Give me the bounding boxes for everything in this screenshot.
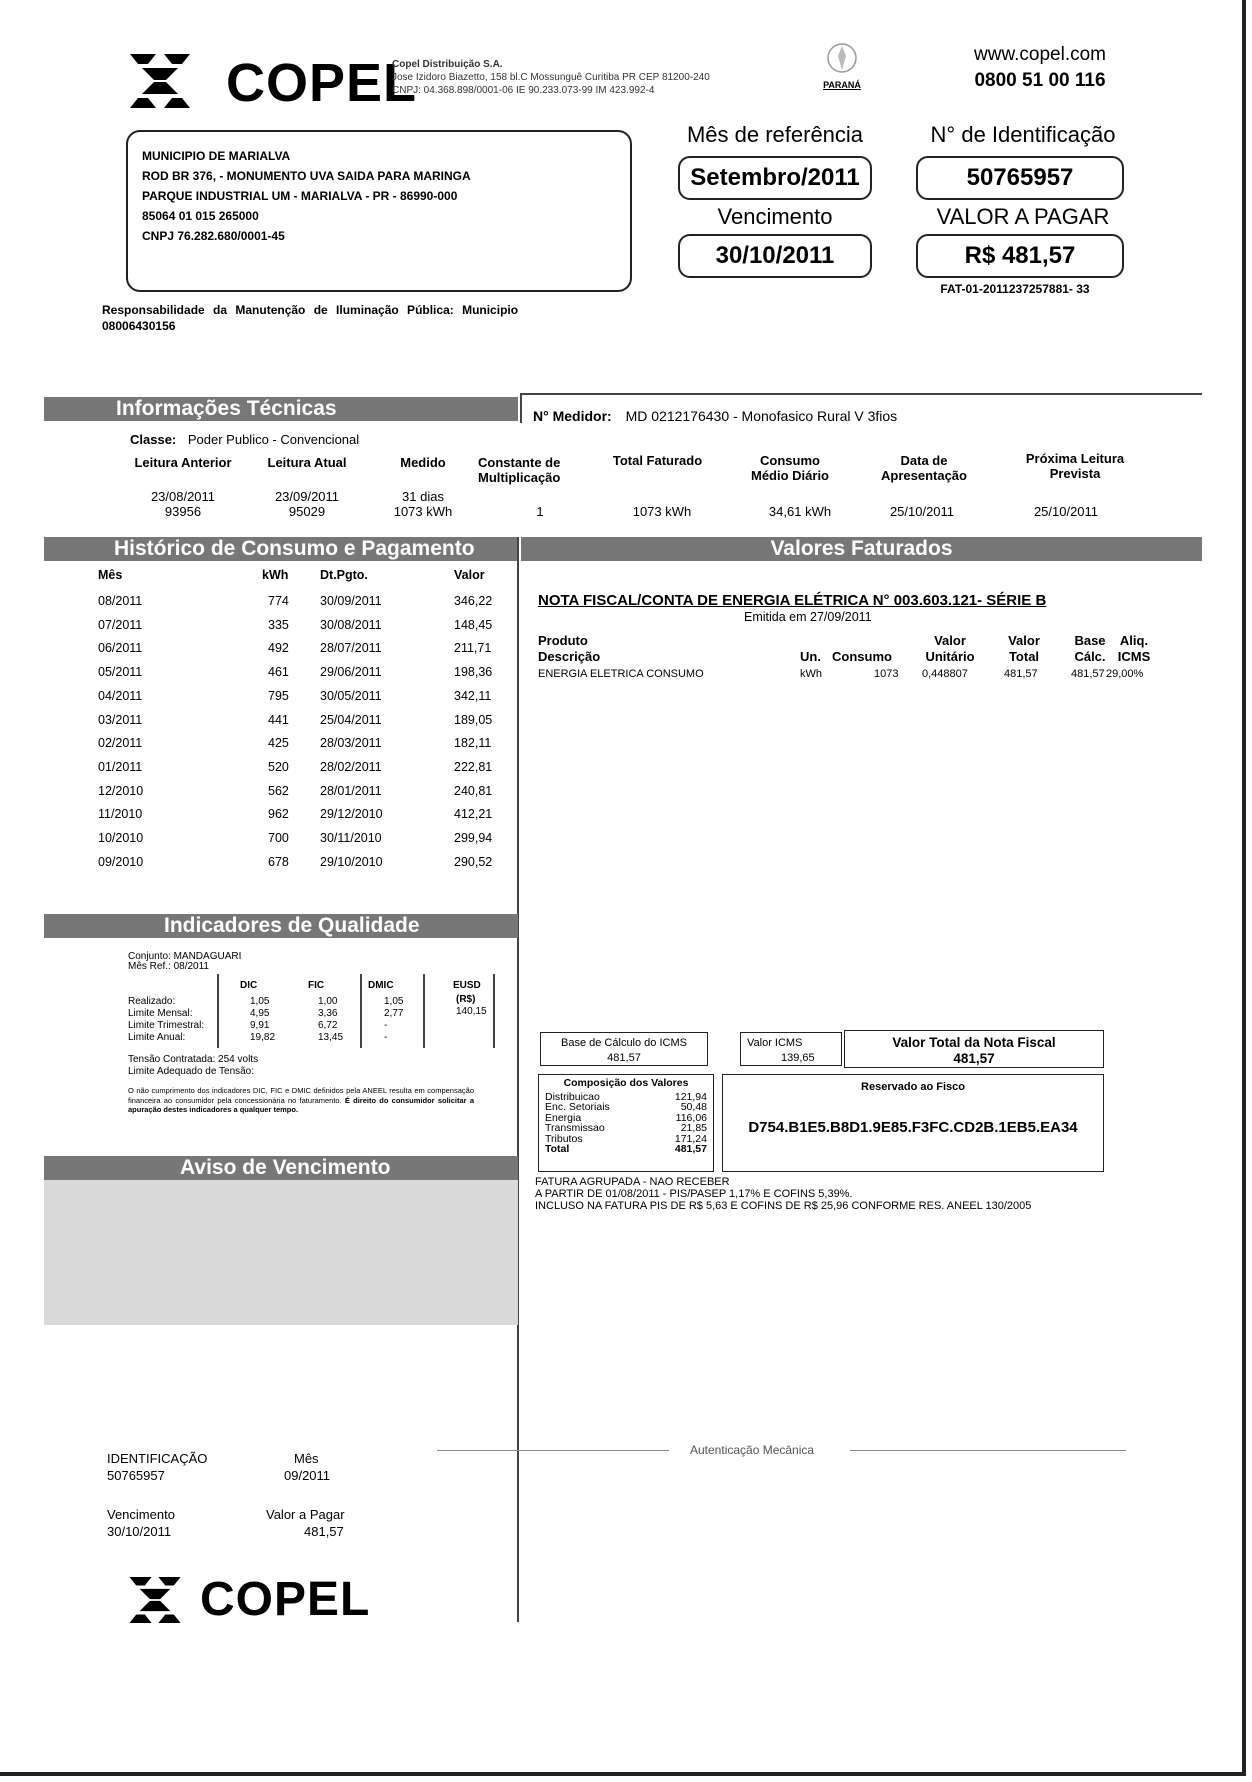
section-bar-aviso [44, 1156, 518, 1180]
composicao-value: 116,06 [675, 1111, 707, 1124]
val-total-faturado: 1073 kWh [632, 504, 692, 519]
history-row [98, 618, 498, 636]
composicao-value: 171,24 [674, 1132, 707, 1145]
due-date-value: 30/10/2011 [715, 242, 835, 269]
composicao-box [538, 1074, 714, 1172]
history-row [98, 594, 498, 612]
history-kwh: 774 [268, 594, 289, 608]
class-value: Poder Publico - Convencional [187, 432, 360, 447]
company-info [392, 58, 710, 97]
item-consumo: 1073 [874, 668, 899, 680]
icms-valor-box [740, 1032, 842, 1066]
history-mes: 09/2010 [98, 854, 144, 869]
history-valor: 290,52 [454, 854, 493, 869]
item-un: kWh [800, 668, 822, 680]
autentication-rule-right [850, 1450, 1126, 1451]
header-valor-unit-2: Unitário [925, 649, 975, 664]
icms-valor-label: Valor ICMS [747, 1037, 803, 1049]
amount-value: R$ 481,57 [964, 242, 1076, 269]
section-title-faturados: Valores Faturados [770, 537, 953, 560]
section-title-aviso: Aviso de Vencimento [180, 1156, 391, 1179]
quality-col-line [493, 974, 495, 1048]
ref-month-box [678, 156, 872, 200]
item-aliq: 29,00% [1106, 668, 1144, 680]
history-mes: 08/2011 [98, 594, 143, 608]
history-mes: 07/2011 [98, 617, 143, 632]
composicao-title: Composição dos Valores [563, 1077, 689, 1089]
col-constante-line2: Multiplicação [478, 470, 561, 485]
column-divider [517, 537, 519, 1622]
id-box [916, 156, 1124, 200]
customer-cnpj: CNPJ 76.282.680/0001-45 [142, 229, 285, 243]
fisco-box [722, 1074, 1104, 1172]
header-valor-total [1004, 633, 1044, 665]
history-dtpgto: 28/01/2011 [320, 783, 382, 798]
item-valor-total: 481,57 [1004, 668, 1038, 680]
header-valor-unit-1: Valor [934, 633, 966, 648]
history-kwh: 795 [268, 688, 289, 703]
company-registration: CNPJ: 04.368.898/0001-06 IE 90.233.073-99 IM 423.992-4 [392, 85, 655, 96]
section-title-historico: Histórico de Consumo e Pagamento [114, 537, 475, 560]
header-aliq-1: Aliq. [1119, 633, 1149, 648]
quality-fic: 6,72 [318, 1020, 338, 1031]
brand-logo-text: COPEL [226, 53, 418, 113]
quality-fic: 3,36 [318, 1008, 338, 1019]
header-produto: Produto [538, 633, 588, 648]
stub-vencimento [107, 1506, 175, 1540]
quality-col-line [217, 974, 219, 1048]
stub-valor-value: 481,57 [304, 1524, 344, 1539]
val-data-apresentacao: 25/10/2011 [889, 504, 955, 519]
quality-dic: 4,95 [250, 1008, 270, 1019]
quality-col-fic: FIC [308, 980, 325, 991]
stub-mes-value: 09/2011 [284, 1468, 331, 1483]
amount-label: VALOR A PAGAR [936, 204, 1110, 229]
autenticacao-label: Autenticação Mecânica [690, 1443, 815, 1457]
history-mes: 05/2011 [98, 665, 143, 680]
section-bar-qualidade [44, 914, 518, 938]
meter-info [533, 408, 897, 424]
contact-block [960, 42, 1120, 94]
history-mes: 06/2011 [98, 641, 143, 656]
history-mes: 11/2010 [98, 807, 143, 822]
quality-dmic: - [384, 1032, 388, 1043]
customer-code: 85064 01 015 265000 [142, 209, 259, 223]
history-dtpgto: 29/06/2011 [320, 665, 382, 680]
phone-number: 0800 51 00 116 [974, 70, 1106, 91]
section-divider [520, 393, 522, 423]
meter-value: MD 0212176430 - Monofasico Rural V 3fios [625, 408, 898, 424]
tension-info [128, 1054, 258, 1078]
quality-row-label: Realizado: [128, 996, 176, 1007]
header-valor-unitario [922, 633, 978, 665]
customer-street: ROD BR 376, - MONUMENTO UVA SAIDA PARA MARINGA [142, 169, 471, 183]
quality-row-label: Limite Mensal: [128, 1008, 193, 1019]
history-mes: 10/2010 [98, 831, 144, 845]
col-data-line1: Data de [900, 453, 948, 468]
history-valor: 148,45 [454, 617, 493, 632]
val-leitura-anterior [128, 489, 238, 519]
stub-valor [266, 1506, 345, 1540]
quality-table [128, 974, 498, 1052]
composicao-rows [545, 1092, 707, 1155]
history-mes: 01/2011 [98, 759, 143, 774]
history-row [98, 665, 498, 683]
stub-mes-label: Mês [294, 1451, 319, 1466]
class-info [130, 432, 359, 447]
quality-col-dic: DIC [240, 980, 258, 991]
history-valor: 211,71 [454, 641, 492, 656]
quality-col-eusd: EUSD [453, 980, 481, 991]
tensao-contratada: Tensão Contratada: 254 volts [128, 1054, 259, 1065]
quality-eusd-unit: (R$) [456, 994, 476, 1005]
col-data-line2: Apresentação [881, 468, 967, 483]
history-dtpgto: 28/02/2011 [320, 759, 382, 774]
quality-col-dmic: DMIC [368, 980, 394, 991]
item-base: 481,57 [1071, 668, 1105, 680]
item-row [538, 668, 1158, 682]
copel-logo-icon [126, 1572, 184, 1628]
id-value: 50765957 [966, 164, 1074, 191]
history-valor: 342,11 [454, 688, 492, 703]
val-proxima-leitura: 25/10/2011 [1033, 504, 1099, 519]
quality-note-2: É direito do consumidor solicitar a apuração destes indicadores a qualquer tempo. [128, 1095, 474, 1114]
ref-month-label: Mês de referência [686, 122, 864, 147]
history-dtpgto: 28/03/2011 [320, 736, 382, 751]
stub-valor-label: Valor a Pagar [266, 1507, 345, 1522]
item-valor-unitario: 0,448807 [922, 668, 968, 680]
quality-row-label: Limite Anual: [128, 1032, 186, 1043]
col-total-faturado: Total Faturado [612, 453, 703, 468]
history-valor: 182,11 [454, 736, 492, 751]
history-valor: 198,36 [454, 665, 493, 680]
col-leitura-anterior: Leitura Anterior [134, 455, 232, 470]
total-nf-box [844, 1030, 1104, 1068]
history-kwh: 562 [268, 783, 289, 798]
composicao-label: Distribuicao [545, 1090, 600, 1103]
nota-emitida: Emitida em 27/09/2011 [744, 610, 872, 624]
quality-fic: 13,45 [318, 1032, 344, 1043]
composicao-label: Enc. Setoriais [545, 1101, 610, 1113]
note-agrupada: FATURA AGRUPADA - NAO RECEBER [535, 1176, 730, 1188]
medido-days: 31 dias [402, 489, 444, 504]
history-kwh: 520 [268, 759, 289, 774]
col-proxima-line1: Próxima Leitura [1025, 451, 1125, 466]
col-consumo-line2: Médio Diário [750, 468, 829, 483]
history-header [98, 568, 498, 586]
composicao-value: 50,48 [680, 1101, 707, 1113]
total-nf-label: Valor Total da Nota Fiscal [892, 1035, 1056, 1050]
billing-notes [535, 1176, 1031, 1212]
fisco-code: D754.B1E5.B8D1.9E85.F3FC.CD2B.1EB5.EA34 [748, 1119, 1078, 1136]
col-proxima-line2: Prevista [1049, 466, 1101, 481]
stub-brand-text: COPEL [200, 1573, 371, 1626]
history-valor: 222,81 [454, 759, 493, 774]
anterior-date: 23/08/2011 [150, 489, 216, 504]
history-col-kwh: kWh [262, 568, 289, 582]
history-col-dtpgto: Dt.Pgto. [320, 568, 368, 582]
header-base-2: Cálc. [1074, 649, 1106, 664]
aviso-area [44, 1180, 518, 1325]
history-row [98, 807, 498, 825]
due-date-box [678, 234, 872, 278]
stub-id-label: IDENTIFICAÇÃO [107, 1451, 208, 1466]
header-base-1: Base [1074, 633, 1106, 648]
composicao-label: Total [545, 1143, 570, 1155]
composicao-label: Transmissao [545, 1122, 605, 1134]
ref-month-value: Setembro/2011 [690, 164, 860, 191]
history-dtpgto: 30/11/2010 [320, 831, 382, 845]
history-kwh: 700 [268, 831, 289, 845]
history-mes: 04/2011 [98, 688, 143, 703]
due-date-label: Vencimento [717, 204, 833, 229]
responsibility-phone: 08006430156 [102, 319, 176, 333]
history-valor: 412,21 [454, 807, 493, 822]
header-un: Un. [800, 649, 821, 664]
meter-label: N° Medidor: [533, 408, 612, 424]
history-mes: 12/2010 [98, 783, 144, 798]
id-label: N° de Identificação [930, 122, 1116, 147]
icms-base-box [540, 1032, 708, 1066]
header-aliq [1112, 633, 1156, 665]
history-kwh: 962 [268, 807, 289, 822]
composicao-row [545, 1144, 707, 1155]
history-row [98, 736, 498, 754]
note-pis-cofins: A PARTIR DE 01/08/2011 - PIS/PASEP 1,17% E COFINS 5,39%. [535, 1188, 853, 1200]
history-dtpgto: 29/12/2010 [320, 807, 383, 822]
history-kwh: 492 [268, 641, 289, 656]
history-dtpgto: 30/09/2011 [320, 594, 382, 608]
history-row [98, 760, 498, 778]
history-kwh: 461 [268, 665, 289, 680]
quality-dmic: 1,05 [384, 996, 404, 1007]
quality-col-line [423, 974, 425, 1048]
history-col-valor: Valor [454, 568, 485, 582]
col-consumo-medio [732, 453, 848, 483]
composicao-label: Tributos [545, 1132, 583, 1145]
history-dtpgto: 25/04/2011 [320, 712, 382, 727]
section-rule [520, 393, 1202, 395]
company-name: Copel Distribuição S.A. [392, 59, 503, 70]
quality-col-line [360, 974, 362, 1048]
section-bar-faturados [521, 537, 1202, 561]
total-nf-value: 481,57 [953, 1051, 995, 1066]
val-leitura-atual [252, 489, 362, 519]
quality-dic: 1,05 [250, 996, 270, 1007]
stub-mes [284, 1450, 330, 1484]
col-leitura-atual: Leitura Atual [267, 455, 347, 470]
composicao-value: 121,94 [674, 1090, 707, 1103]
composicao-value: 481,57 [674, 1143, 707, 1155]
header-consumo: Consumo [832, 649, 892, 664]
quality-conjunto: Conjunto: MANDAGUARI [128, 951, 242, 962]
parana-emblem-icon [822, 38, 862, 78]
quality-dmic: - [384, 1020, 388, 1031]
item-header-produto [538, 633, 600, 665]
history-valor: 189,05 [454, 712, 493, 727]
header-aliq-2: ICMS [1117, 649, 1151, 664]
history-dtpgto: 30/08/2011 [320, 617, 382, 632]
section-title-qualidade: Indicadores de Qualidade [164, 914, 420, 937]
section-title-tecnicas: Informações Técnicas [116, 397, 337, 420]
quality-header [128, 952, 241, 972]
maintenance-responsibility [102, 302, 518, 334]
customer-city: PARQUE INDUSTRIAL UM - MARIALVA - PR - 86990-000 [142, 189, 458, 203]
anterior-reading: 93956 [164, 504, 202, 519]
stub-venc-value: 30/10/2011 [107, 1524, 172, 1539]
col-constante [478, 455, 594, 485]
header-descricao: Descrição [538, 649, 601, 664]
col-proxima-leitura [1000, 451, 1150, 481]
autentication-rule-left [437, 1450, 669, 1451]
quality-note [128, 1086, 474, 1115]
icms-base-label: Base de Cálculo do ICMS [561, 1037, 687, 1049]
quality-dic: 19,82 [250, 1032, 276, 1043]
icms-base-value: 481,57 [607, 1052, 641, 1064]
history-valor: 299,94 [454, 831, 493, 845]
icms-valor-value: 139,65 [781, 1052, 815, 1064]
section-bar-tecnicas [44, 397, 518, 421]
class-label: Classe: [130, 432, 177, 447]
composicao-label: Energia [545, 1111, 582, 1124]
company-address: Jose Izidoro Biazetto, 158 bl.C Mossunguê Curitiba PR CEP 81200-240 [392, 72, 710, 83]
history-row [98, 641, 498, 659]
history-kwh: 425 [268, 736, 289, 751]
quality-mes-ref: Mês Ref.: 08/2011 [128, 961, 209, 972]
note-incluso: INCLUSO NA FATURA PIS DE R$ 5,63 E COFINS DE R$ 25,96 CONFORME RES. ANEEL 130/2005 [535, 1200, 1032, 1212]
history-row [98, 713, 498, 731]
section-bar-historico [44, 537, 518, 561]
history-dtpgto: 28/07/2011 [320, 641, 382, 656]
history-mes: 02/2011 [98, 736, 143, 751]
customer-name: MUNICIPIO DE MARIALVA [142, 149, 291, 163]
history-kwh: 335 [268, 617, 289, 632]
stub-id-value: 50765957 [107, 1468, 165, 1483]
quality-dic: 9,91 [250, 1020, 270, 1031]
header-valor-total-1: Valor [1008, 633, 1040, 648]
atual-reading: 95029 [288, 504, 326, 519]
col-constante-line1: Constante de [478, 455, 561, 470]
col-medido: Medido [400, 455, 446, 470]
history-row [98, 784, 498, 802]
quality-row-label: Limite Trimestral: [128, 1020, 205, 1031]
quality-dmic: 2,77 [384, 1008, 404, 1019]
history-valor: 240,81 [454, 783, 493, 798]
history-kwh: 678 [268, 854, 289, 869]
tensao-adequada: Limite Adequado de Tensão: [128, 1066, 255, 1077]
quality-fic: 1,00 [318, 996, 338, 1007]
header-valor-total-2: Total [1008, 649, 1040, 664]
stub-id [107, 1450, 207, 1484]
atual-date: 23/09/2011 [274, 489, 340, 504]
quality-eusd: 140,15 [456, 1006, 487, 1017]
val-constante: 1 [536, 504, 544, 519]
composicao-value: 21,85 [680, 1122, 707, 1134]
history-col-mes: Mês [98, 568, 123, 582]
val-medido [378, 489, 468, 519]
quality-note-1: O não cumprimento dos indicadores DIC, FIC e DMIC definidos pela ANEEL resulta em compensação financeira ao consumidor pela concessionária no faturamento. [128, 1086, 474, 1105]
val-consumo-medio: 34,61 kWh [768, 504, 832, 519]
history-row [98, 831, 498, 849]
history-row [98, 689, 498, 707]
medido-kwh: 1073 kWh [393, 504, 453, 519]
customer-address-box [126, 130, 632, 292]
header-base [1070, 633, 1110, 665]
col-consumo-line1: Consumo [760, 453, 820, 468]
website-link[interactable]: www.copel.com [974, 44, 1106, 65]
history-dtpgto: 30/05/2011 [320, 688, 382, 703]
fisco-title: Reservado ao Fisco [861, 1081, 965, 1093]
amount-box [916, 234, 1124, 278]
seal-label: PARANÁ [823, 80, 861, 90]
parana-seal [812, 38, 872, 90]
history-kwh: 441 [268, 712, 289, 727]
invoice-code: FAT-01-2011237257881- 33 [940, 282, 1090, 296]
col-data-apresentacao [864, 453, 984, 483]
responsibility-text: Responsabilidade da Manutenção de Iluminação Pública: Municipio [102, 303, 519, 317]
stub-venc-label: Vencimento [107, 1507, 175, 1522]
history-dtpgto: 29/10/2010 [320, 854, 383, 869]
history-mes: 03/2011 [98, 712, 143, 727]
nota-fiscal-title: NOTA FISCAL/CONTA DE ENERGIA ELÉTRICA N° 003.603.121- SÉRIE B [538, 592, 1047, 609]
item-descricao: ENERGIA ELETRICA CONSUMO [538, 668, 704, 680]
history-valor: 346,22 [454, 594, 493, 608]
history-row [98, 855, 498, 873]
copel-logo-icon [126, 50, 194, 112]
